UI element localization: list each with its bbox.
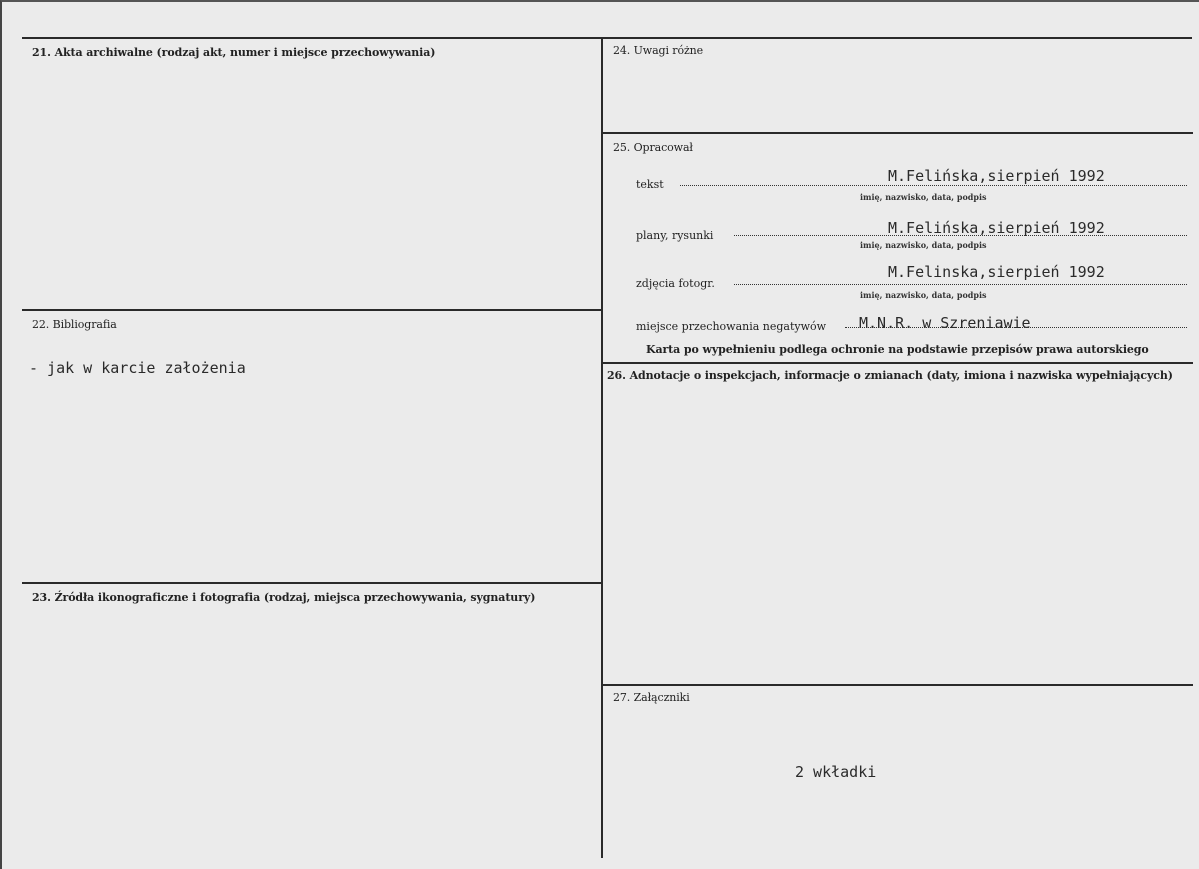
author-photos-hint: imię, nazwisko, data, podpis	[860, 290, 987, 300]
author-text-value: M.Felińska,sierpień 1992	[888, 167, 1105, 185]
author-photos-value: M.Felinska,sierpień 1992	[888, 263, 1105, 281]
section-27-label: 27. Załączniki	[613, 691, 690, 704]
section-22-rule	[22, 309, 602, 311]
section-25-rule	[603, 132, 1193, 134]
section-24-label: 24. Uwagi różne	[613, 44, 704, 57]
section-23-rule	[22, 582, 602, 584]
negatives-location-value: M.N.R. w Szreniawie	[859, 314, 1031, 332]
author-text-hint: imię, nazwisko, data, podpis	[860, 192, 987, 202]
section-21-label: 21. Akta archiwalne (rodzaj akt, numer i miejsce przechowywania)	[32, 46, 436, 59]
author-photos-line	[734, 284, 1187, 285]
copyright-notice: Karta po wypełnieniu podlega ochronie na podstawie przepisów prawa autorskiego	[646, 343, 1149, 356]
author-drawings-label: plany, rysunki	[636, 229, 714, 242]
section-26-label: 26. Adnotacje o inspekcjach, informacje o zmianach (daty, imiona i nazwiska wypełniających)	[607, 369, 1173, 382]
section-22-label: 22. Bibliografia	[32, 318, 117, 331]
bibliography-content: - jak w karcie założenia	[29, 359, 246, 377]
negatives-location-label: miejsce przechowania negatywów	[636, 320, 827, 333]
author-text-line	[680, 185, 1187, 186]
section-26-rule	[603, 362, 1193, 364]
column-divider	[601, 38, 603, 858]
author-drawings-hint: imię, nazwisko, data, podpis	[860, 240, 987, 250]
section-25-label: 25. Opracował	[613, 141, 693, 154]
author-drawings-value: M.Felińska,sierpień 1992	[888, 219, 1105, 237]
top-rule	[22, 37, 1192, 39]
author-photos-label: zdjęcia fotogr.	[636, 277, 715, 290]
author-text-label: tekst	[636, 178, 664, 191]
section-23-label: 23. Źródła ikonograficzne i fotografia (rodzaj, miejsca przechowywania, sygnatury)	[32, 591, 536, 604]
attachments-content: 2 wkładki	[795, 763, 877, 781]
section-27-rule	[603, 684, 1193, 686]
